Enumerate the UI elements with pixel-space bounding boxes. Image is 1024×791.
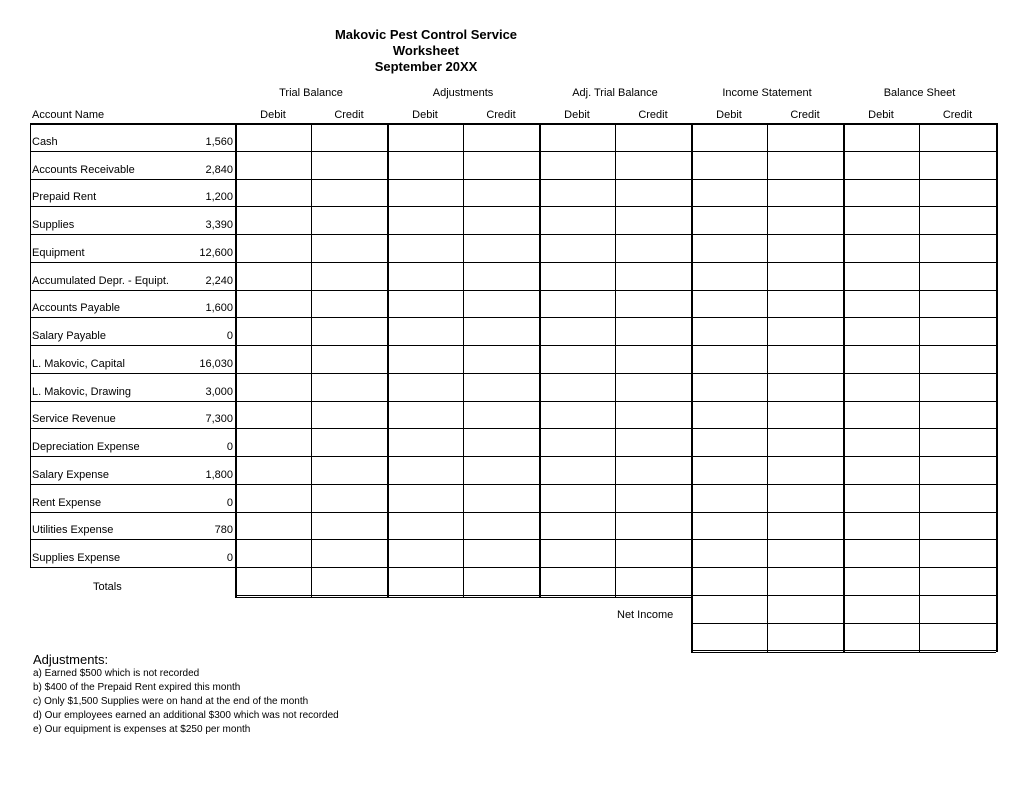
debit-column-header: Debit xyxy=(564,109,590,121)
account-amount: 2,240 xyxy=(205,274,233,287)
account-name: Depreciation Expense xyxy=(32,441,140,453)
debit-column-header: Debit xyxy=(868,109,894,121)
grid-line xyxy=(30,373,996,374)
account-amount: 0 xyxy=(226,330,233,342)
account-name: Salary Payable xyxy=(32,330,106,342)
group-adjustments: Adjustments xyxy=(432,87,494,99)
grid-line xyxy=(691,123,693,652)
grid-line xyxy=(30,317,996,318)
grid-line xyxy=(30,123,996,125)
company-title: Makovic Pest Control Service xyxy=(334,27,518,42)
account-amount: 7,300 xyxy=(205,413,233,426)
account-name: Accounts Payable xyxy=(32,302,121,315)
group-trial-balance: Trial Balance xyxy=(279,87,343,99)
grid-line xyxy=(30,290,996,291)
account-amount: 2,840 xyxy=(205,163,233,176)
grid-line xyxy=(30,206,996,207)
account-name: Accumulated Depr. - Equipt. xyxy=(32,274,169,287)
grid-line xyxy=(691,652,996,653)
credit-column-header: Credit xyxy=(942,109,973,121)
adjustment-item: d) Our employees earned an additional $300 which was not recorded xyxy=(33,710,339,721)
account-name: Supplies Expense xyxy=(32,552,121,564)
net-income-label: Net Income xyxy=(617,609,674,621)
account-name: L. Makovic, Capital xyxy=(32,357,125,370)
grid-line xyxy=(30,484,996,485)
account-name: Salary Expense xyxy=(32,468,110,481)
credit-column-header: Credit xyxy=(790,109,820,121)
grid-line xyxy=(30,512,996,513)
account-amount: 0 xyxy=(226,496,233,509)
grid-line xyxy=(30,151,996,152)
group-income-statement: Income Statement xyxy=(722,87,812,99)
grid-line xyxy=(767,123,768,652)
account-amount: 0 xyxy=(226,552,233,564)
account-amount: 1,560 xyxy=(205,135,233,148)
grid-line xyxy=(919,123,920,652)
grid-line xyxy=(30,234,996,235)
adjustments-title: Adjustments: xyxy=(33,652,109,667)
debit-column-header: Debit xyxy=(412,109,438,121)
account-amount: 0 xyxy=(226,441,233,453)
totals-label: Totals xyxy=(93,581,122,593)
account-amount: 3,000 xyxy=(205,385,233,398)
grid-line xyxy=(387,123,389,597)
account-name: Equipment xyxy=(32,246,85,259)
account-amount: 12,600 xyxy=(199,246,233,259)
account-name-header: Account Name xyxy=(32,109,105,121)
grid-line xyxy=(30,262,996,263)
document-title: Worksheet xyxy=(392,43,460,58)
account-name: Rent Expense xyxy=(32,496,102,509)
grid-line xyxy=(235,123,237,597)
debit-column-header: Debit xyxy=(716,109,742,121)
grid-line xyxy=(30,345,996,346)
grid-line xyxy=(30,567,996,568)
account-name: Supplies xyxy=(32,219,75,231)
adjustment-item: a) Earned $500 which is not recorded xyxy=(33,668,200,679)
group-balance-sheet: Balance Sheet xyxy=(883,87,956,99)
account-amount: 3,390 xyxy=(205,219,233,231)
account-name: Accounts Receivable xyxy=(32,163,135,176)
grid-line xyxy=(30,539,996,540)
debit-column-header: Debit xyxy=(260,109,286,121)
grid-line xyxy=(463,123,464,597)
account-amount: 1,600 xyxy=(205,302,233,315)
grid-line xyxy=(30,428,996,429)
account-name: Cash xyxy=(32,135,58,148)
grid-line xyxy=(30,401,996,402)
account-amount: 1,800 xyxy=(205,468,233,481)
adjustment-item: c) Only $1,500 Supplies were on hand at the end of the month xyxy=(33,696,309,707)
period-title: September 20XX xyxy=(374,59,478,74)
grid-line xyxy=(311,123,312,597)
credit-column-header: Credit xyxy=(638,109,668,121)
grid-line xyxy=(30,179,996,180)
account-amount: 780 xyxy=(214,524,233,537)
grid-line xyxy=(539,123,541,597)
account-name: Utilities Expense xyxy=(32,524,114,537)
grid-line xyxy=(235,597,691,598)
credit-column-header: Credit xyxy=(486,109,516,121)
group-adj-trial-balance: Adj. Trial Balance xyxy=(572,87,658,99)
grid-line xyxy=(615,123,616,597)
account-amount: 1,200 xyxy=(205,191,233,204)
grid-line xyxy=(30,123,31,567)
credit-column-header: Credit xyxy=(334,109,364,121)
grid-line xyxy=(843,123,845,652)
account-amount: 16,030 xyxy=(199,357,233,370)
account-name: Prepaid Rent xyxy=(32,191,97,204)
adjustment-item: e) Our equipment is expenses at $250 per month xyxy=(33,724,251,735)
grid-line xyxy=(996,123,998,652)
adjustment-item: b) $400 of the Prepaid Rent expired this month xyxy=(33,682,241,693)
grid-line xyxy=(30,456,996,457)
account-name: L. Makovic, Drawing xyxy=(32,385,132,398)
account-name: Service Revenue xyxy=(32,413,116,426)
